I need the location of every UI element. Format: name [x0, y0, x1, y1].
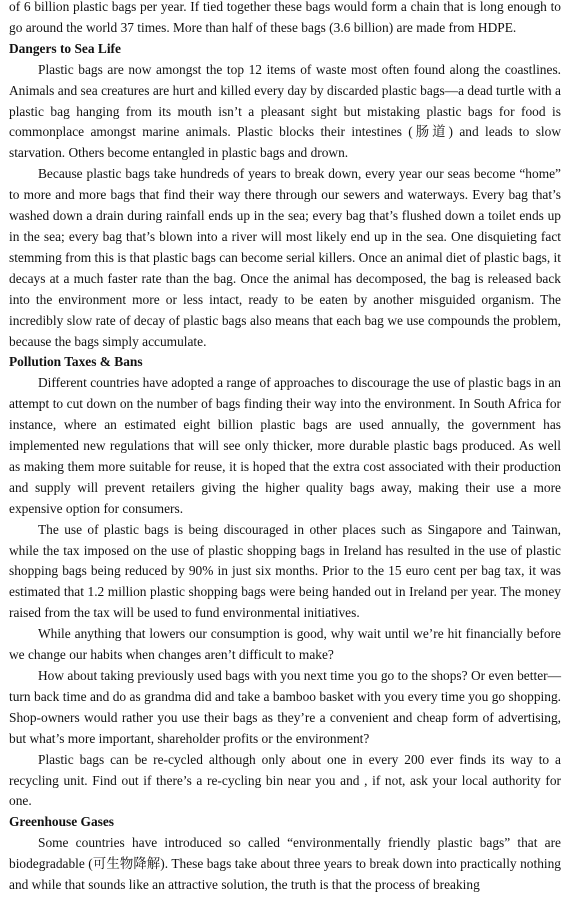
- taxes-paragraph-2: The use of plastic bags is being discouraged in other places such as Singapore and Tainwan, while the tax imposed on the use of plastic shopping bags in Ireland has resulted in the use of plastic shopping bags being reduced by 90% in just six months. Prior to the 15 euro cent per bag tax, it was estimated that 1.2 million plastic shopping bags were being handed out in Ireland per year. The money raised from the tax will be used to fund environmental initiatives.: [9, 521, 561, 621]
- taxes-paragraph-3: While anything that lowers our consumption is good, why wait until we’re hit financially before we change our habits when changes aren’t difficult to make?: [9, 626, 561, 663]
- taxes-paragraph-4: How about taking previously used bags with you next time you go to the shops? Or even better—turn back time and do as grandma did and take a bamboo basket with you every time you go shopping. Shop-owners would rather you use their bags as they’re a convenient and cheap form of advertising, but what’s more important, shareholder profits or the environment?: [9, 668, 561, 746]
- sea-life-paragraph-1: Plastic bags are now amongst the top 12 items of waste most often found along the coastlines. Animals and sea creatures are hurt and killed every day by discarded plastic bags—a dead turtle with a plastic bag hanging from its mouth isn’t a pleasant sight but mistaking plastic bags for food is commonplace amongst marine animals. Plastic blocks their intestines (肠道) and leads to slow starvation. Others become entangled in plastic bags and drown.: [9, 61, 561, 161]
- section-heading-taxes-bans: Pollution Taxes & Bans: [9, 354, 143, 370]
- sea-life-paragraph-2: Because plastic bags take hundreds of years to break down, every year our seas become “home” to more and more bags that find their way there through our sewers and waterways. Every bag that’s washed down a drain during rainfall ends up in the sea; every bag that’s flushed down a toilet ends up in the sea; every bag that’s blown into a river will most likely end up in the sea. One disquieting fact stemming from this is that plastic bags can become serial killers. Once an animal diet of plastic bags, it decays at a much faster rate than the bag. Once the animal has decomposed, the bag is released back into the environment more or less intact, ready to be eaten by another misguided organism. The incredibly slow rate of decay of plastic bags also means that each bag we use compounds the problem, because the bags simply accumulate.: [9, 166, 561, 349]
- greenhouse-paragraph-1: Some countries have introduced so called “environmentally friendly plastic bags” that are biodegradable (可生物降解). These bags take about three years to break down into practically nothing and while that sounds like an attractive solution, the truth is that the process of breaking: [9, 835, 561, 893]
- document-page: [9, 0, 561, 896]
- section-heading-sea-life: Dangers to Sea Life: [9, 40, 121, 56]
- section-heading-greenhouse: Greenhouse Gases: [9, 814, 115, 830]
- intro-paragraph: of 6 billion plastic bags per year. If tied together these bags would form a chain that is long enough to go around the world 37 times. More than half of these bags (3.6 billion) are made from HDPE.: [9, 0, 561, 35]
- taxes-paragraph-5: Plastic bags can be re-cycled although only about one in every 200 ever finds its way to a recycling unit. Find out if there’s a re-cycling bin near you and , if not, ask your local authority for one.: [9, 751, 561, 809]
- taxes-paragraph-1: Different countries have adopted a range of approaches to discourage the use of plastic bags in an attempt to cut down on the number of bags finding their way into the environment. In South Africa for instance, where an estimated eight billion plastic bags are used annually, the government has implemented new regulations that will see only thicker, more durable plastic bags produced. As well as making them more suitable for reuse, it is hoped that the extra cost associated with their production and supply will prevent retailers giving the higher quality bags away, making their use a more expensive option for consumers.: [9, 375, 561, 516]
